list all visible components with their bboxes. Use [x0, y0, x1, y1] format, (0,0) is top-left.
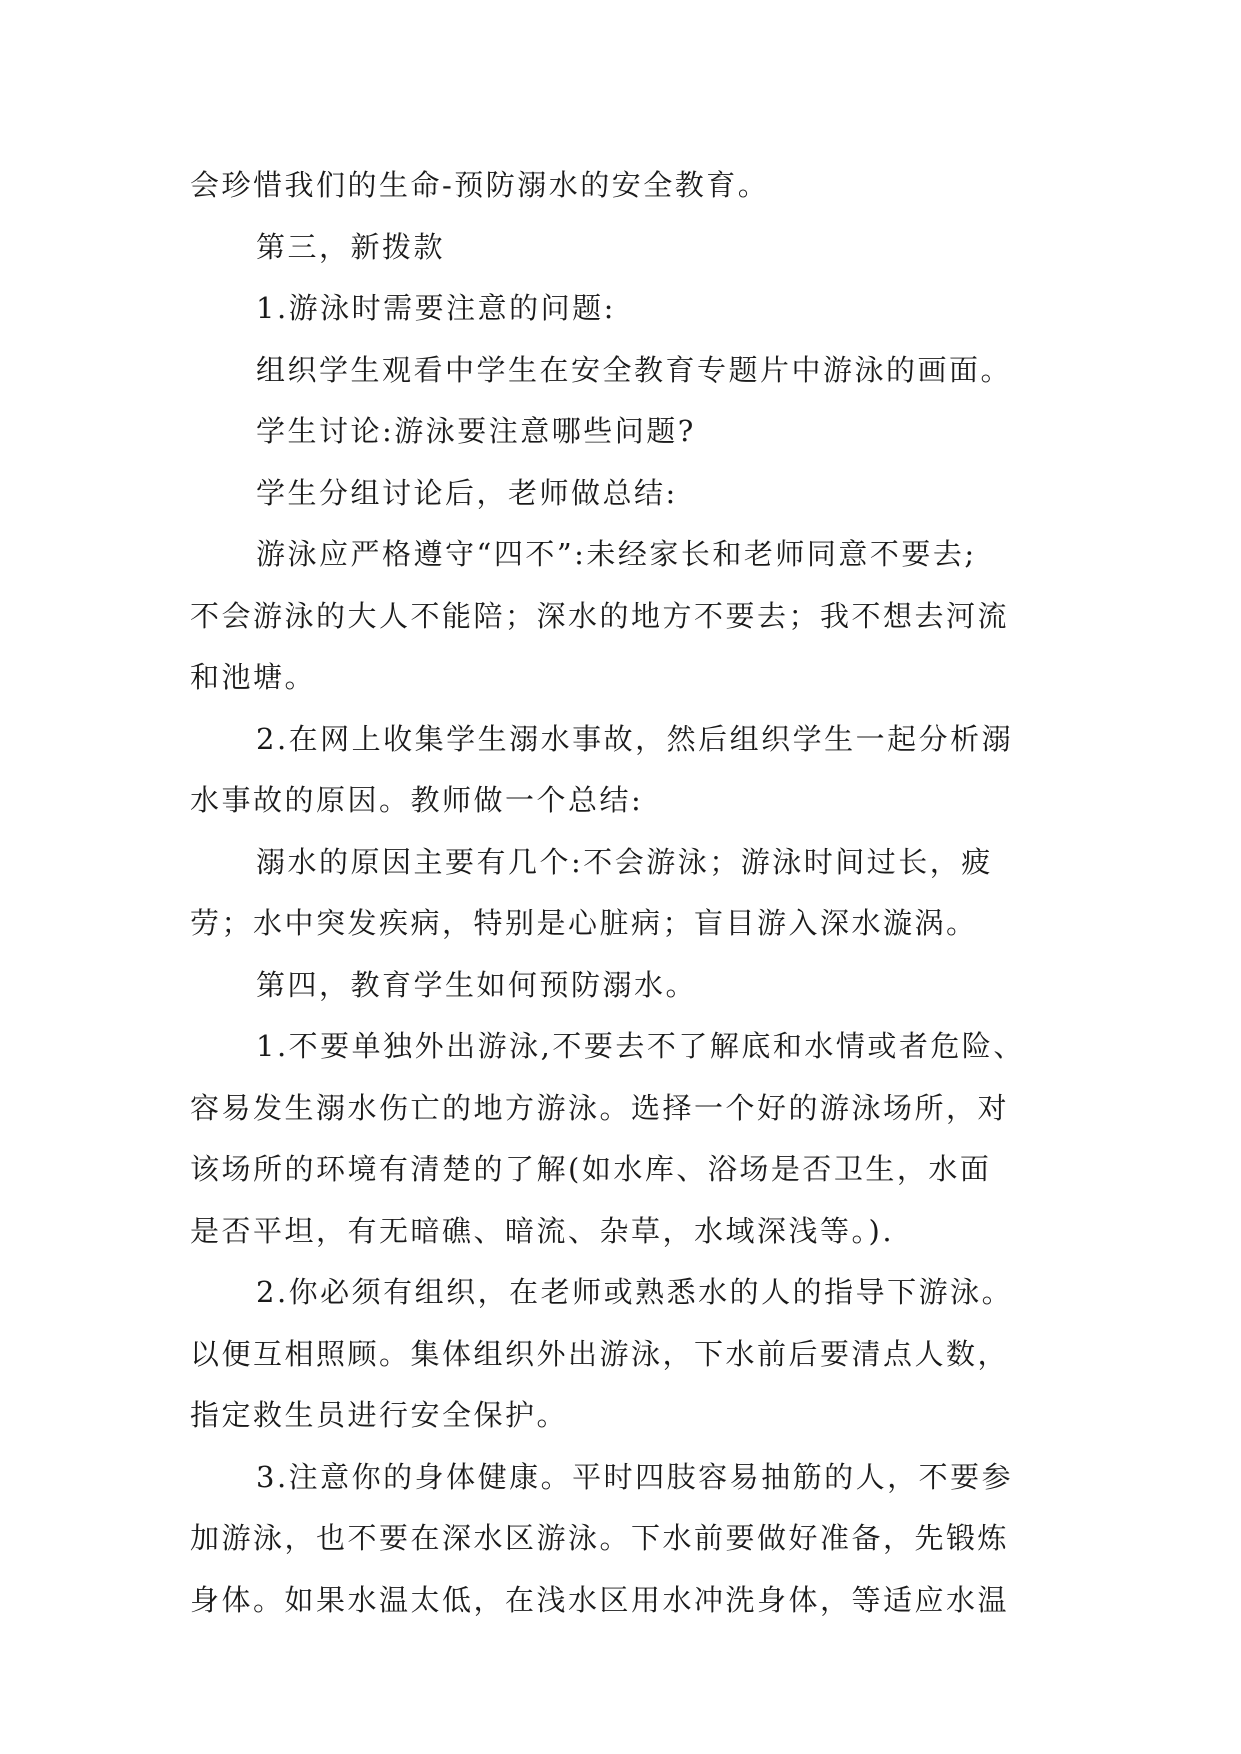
text-line: 2.你必须有组织，在老师或熟悉水的人的指导下游泳。 [256, 1275, 1014, 1309]
text-line: 劳；水中突发疾病，特别是心脏病；盲目游入深水漩涡。 [190, 906, 978, 940]
text-line: 该场所的环境有清楚的了解(如水库、浴场是否卫生，水面 [190, 1152, 992, 1186]
text-line: 水事故的原因。教师做一个总结: [190, 783, 644, 817]
text-line: 身体。如果水温太低，在浅水区用水冲洗身体，等适应水温 [190, 1582, 1010, 1617]
text-line: 2.在网上收集学生溺水事故，然后组织学生一起分析溺 [256, 721, 1014, 756]
text-line: 3.注意你的身体健康。平时四肢容易抽筋的人，不要参 [256, 1459, 1014, 1494]
text-line: 会珍惜我们的生命-预防溺水的安全教育。 [190, 168, 770, 202]
text-line: 溺水的原因主要有几个:不会游泳；游泳时间过长，疲 [256, 844, 993, 879]
text-line: 学生分组讨论后，老师做总结: [256, 475, 678, 510]
text-line: 以便互相照顾。集体组织外出游泳，下水前后要清点人数， [190, 1336, 1010, 1371]
text-line: 指定救生员进行安全保护。 [190, 1398, 569, 1432]
text-line: 1.不要单独外出游泳,不要去不了解底和水情或者危险、 [256, 1029, 1025, 1063]
text-line: 游泳应严格遵守“四不”:未经家长和老师同意不要去; [256, 537, 977, 571]
text-line: 1.游泳时需要注意的问题: [256, 291, 616, 325]
text-line: 学生讨论:游泳要注意哪些问题? [256, 414, 696, 448]
text-line: 不会游泳的大人不能陪；深水的地方不要去；我不想去河流 [190, 598, 1010, 633]
document-body [190, 155, 1070, 1631]
text-line: 加游泳，也不要在深水区游泳。下水前要做好准备，先锻炼 [190, 1521, 1010, 1555]
text-line: 和池塘。 [190, 660, 317, 694]
text-line: 第三，新拨款 [256, 229, 446, 264]
text-line: 第四，教育学生如何预防溺水。 [256, 967, 698, 1002]
text-line: 是否平坦，有无暗礁、暗流、杂草，水域深浅等。). [190, 1213, 895, 1248]
text-line: 组织学生观看中学生在安全教育专题片中游泳的画面。 [256, 352, 1013, 387]
text-line: 容易发生溺水伤亡的地方游泳。选择一个好的游泳场所，对 [190, 1090, 1010, 1125]
